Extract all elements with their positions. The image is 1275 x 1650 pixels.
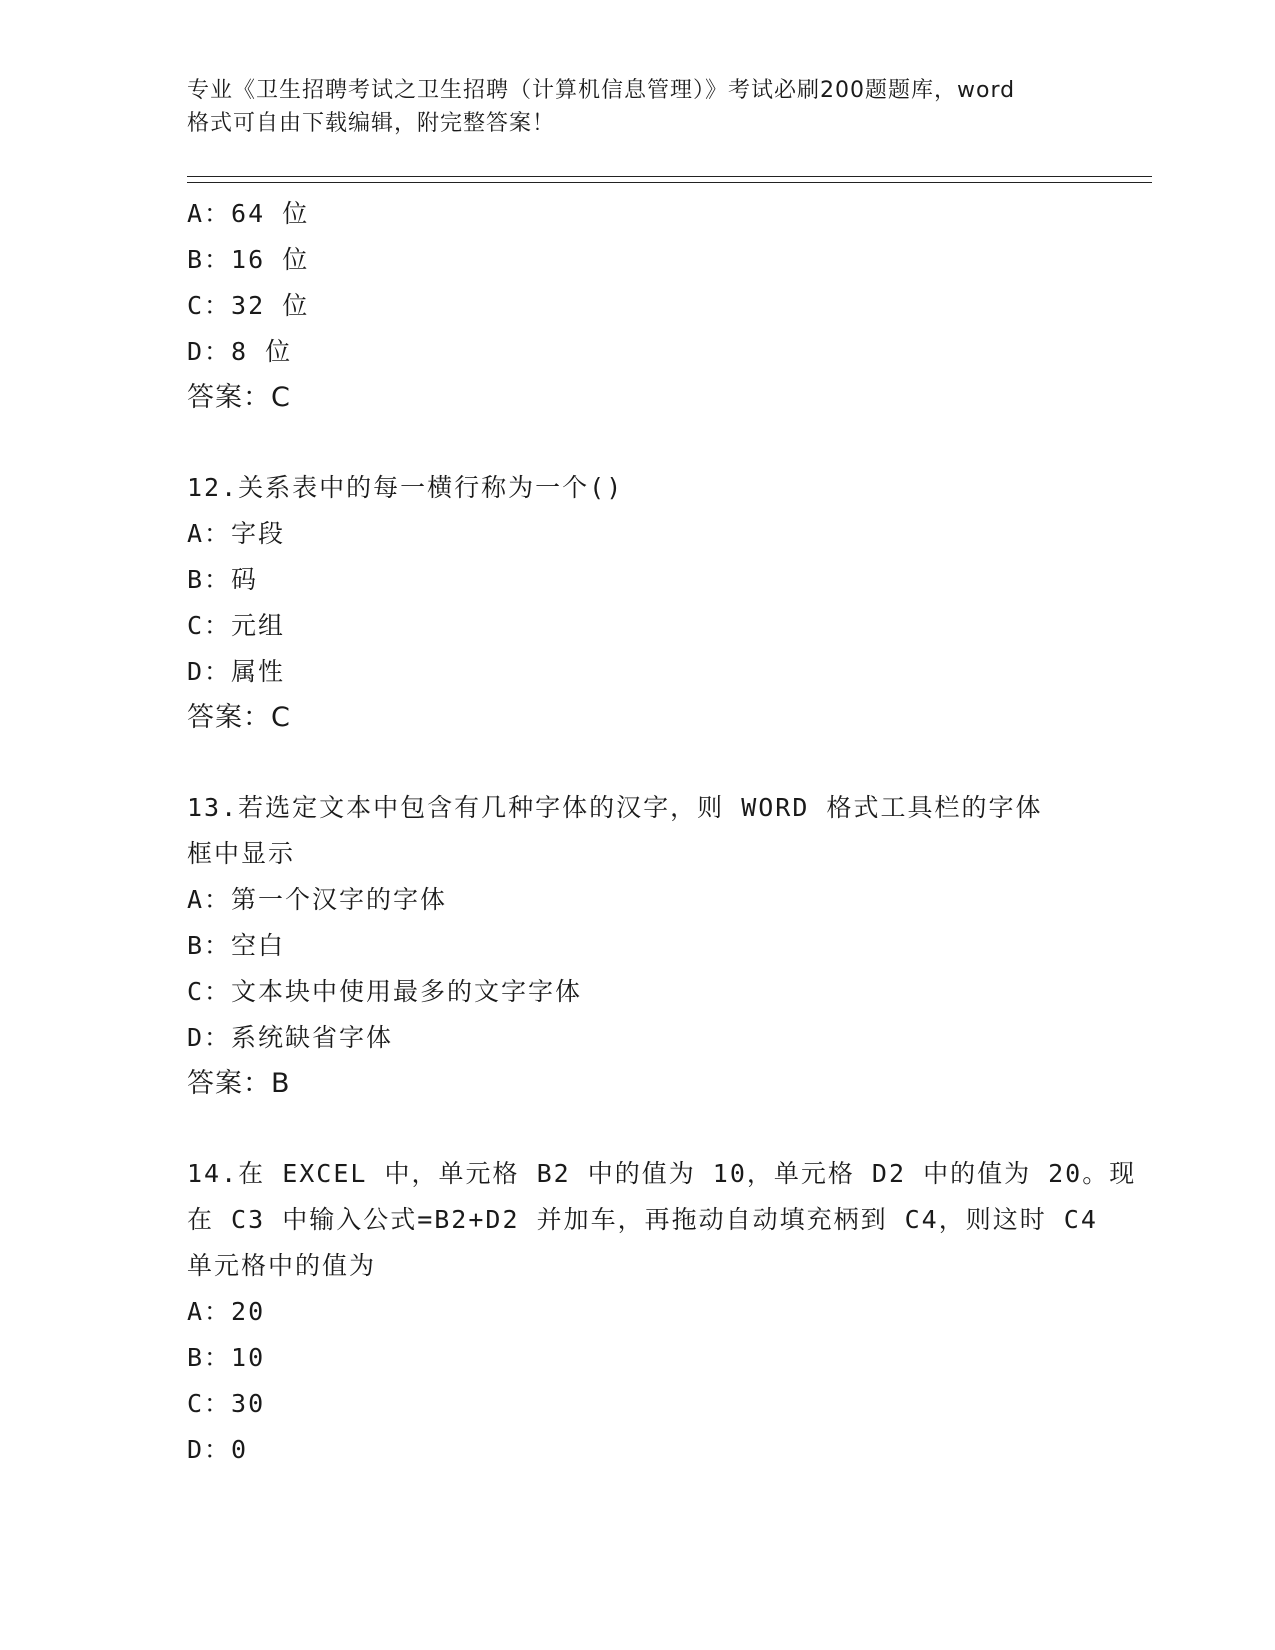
question-text-line: 在 C3 中输入公式=B2+D2 并加车，再拖动自动填充柄到 C4，则这时 C4 — [187, 1205, 1098, 1234]
option-d: D：8 位 — [187, 337, 293, 366]
question-14 — [187, 1151, 1137, 1473]
option-d: D：系统缺省字体 — [187, 1023, 394, 1052]
option-c: C：32 位 — [187, 291, 310, 320]
option-b: B：码 — [187, 565, 259, 594]
option-c: C：文本块中使用最多的文字字体 — [187, 977, 583, 1006]
question-text-line: 13.若选定文本中包含有几种字体的汉字，则 WORD 格式工具栏的字体 — [187, 793, 1043, 822]
question-13 — [187, 785, 1087, 1107]
question-list — [187, 191, 1137, 1473]
header-line-1: 专业《卫生招聘考试之卫生招聘（计算机信息管理）》考试必刷200题题库，word — [187, 78, 1016, 103]
option-d: D：属性 — [187, 657, 286, 686]
option-a: A：20 — [187, 1297, 266, 1326]
option-c: C：元组 — [187, 611, 286, 640]
option-a: A：第一个汉字的字体 — [187, 885, 448, 914]
spacer — [187, 741, 1087, 785]
spacer — [187, 421, 1087, 465]
question-text-line: 单元格中的值为 — [187, 1251, 377, 1280]
question-text: 12.关系表中的每一横行称为一个() — [187, 473, 624, 502]
document-header — [187, 74, 1087, 140]
option-b: B：16 位 — [187, 245, 310, 274]
question-text-line: 框中显示 — [187, 839, 296, 868]
question-text — [187, 1151, 1137, 1289]
option-a: A：64 位 — [187, 199, 310, 228]
header-line-2: 格式可自由下载编辑，附完整答案！ — [187, 111, 556, 136]
question-11 — [187, 191, 1087, 421]
option-b: B：空白 — [187, 931, 286, 960]
option-a: A：字段 — [187, 519, 286, 548]
answer: 答案：B — [187, 1068, 291, 1099]
header-rule-top — [187, 176, 1152, 177]
header-rule-bottom — [187, 182, 1152, 183]
option-b: B：10 — [187, 1343, 266, 1372]
answer: 答案：C — [187, 382, 291, 413]
option-d: D：0 — [187, 1435, 249, 1464]
question-12 — [187, 465, 1087, 741]
answer: 答案：C — [187, 702, 291, 733]
question-text — [187, 785, 1067, 877]
question-text-line: 14.在 EXCEL 中，单元格 B2 中的值为 10，单元格 D2 中的值为 20。现 — [187, 1159, 1137, 1188]
spacer — [187, 1107, 1087, 1151]
option-c: C：30 — [187, 1389, 266, 1418]
